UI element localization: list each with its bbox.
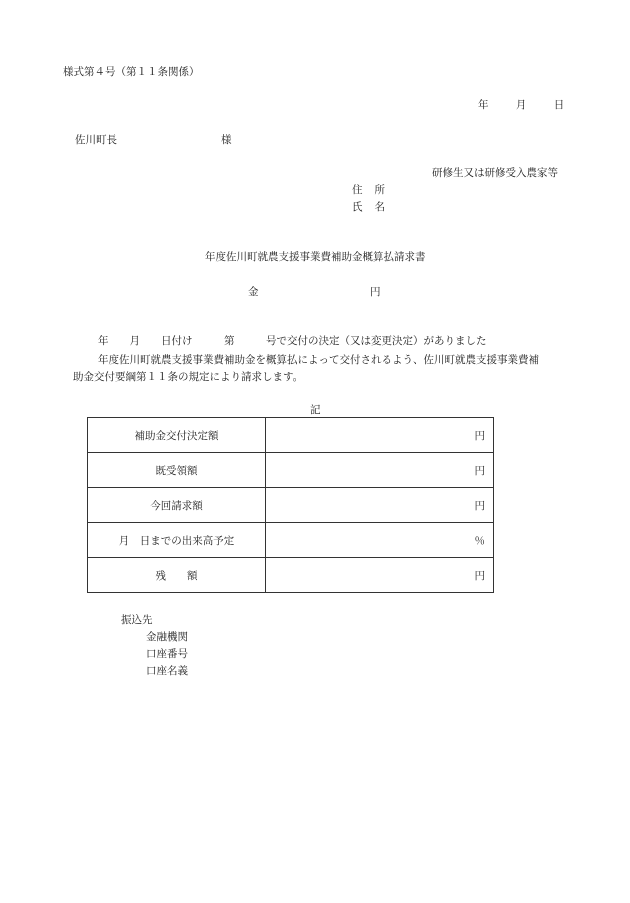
row-value-unit: 円 [266,488,494,523]
body-line-1: 年 月 日付け 第 号で交付の決定（又は変更決定）がありました [98,335,487,347]
day-label: 日 [553,99,565,111]
body-line-2: 年度佐川町就農支援事業費補助金を概算払によって交付されるよう、佐川町就農支援事業費補 [98,354,539,366]
address-label-char-1: 住 [352,184,363,196]
amount-unit: 円 [370,286,381,298]
row-value-unit: 円 [266,453,494,488]
applicant-role: 研修生又は研修受入農家等 [432,167,558,179]
transfer-item-bank: 金融機関 [146,631,188,643]
row-label: 既受領額 [88,453,266,488]
transfer-item-account-number: 口座番号 [146,648,188,660]
form-number: 様式第４号（第１１条関係） [63,66,200,78]
name-label-char-1: 氏 [352,201,363,213]
name-label [352,200,385,214]
amount-line [248,285,381,299]
table-row [88,558,494,593]
addressee-honorific: 様 [221,134,232,146]
detail-table [87,417,494,593]
ki-label: 記 [310,404,321,416]
date-line [478,98,564,112]
name-label-char-2: 名 [374,201,385,213]
address-label [352,183,385,197]
transfer-heading: 振込先 [121,614,153,626]
amount-label: 金 [248,286,259,298]
year-label: 年 [478,99,489,111]
row-label: 残 額 [88,558,266,593]
table-row [88,523,494,558]
row-label: 補助金交付決定額 [88,418,266,453]
address-label-char-2: 所 [374,184,385,196]
row-value-unit: 円 [266,558,494,593]
row-value-unit: 円 [266,418,494,453]
transfer-item-account-name: 口座名義 [146,665,188,677]
month-label: 月 [515,99,527,111]
row-value-unit: ％ [266,523,494,558]
table-row [88,488,494,523]
row-label: 今回請求額 [88,488,266,523]
body-line-3: 助金交付要綱第１１条の規定により請求します。 [73,371,304,383]
table-row [88,453,494,488]
row-label: 月 日までの出来高予定 [88,523,266,558]
addressee [75,133,232,147]
table-row [88,418,494,453]
addressee-name: 佐川町長 [75,134,117,146]
document-title: 年度佐川町就農支援事業費補助金概算払請求書 [205,251,426,263]
